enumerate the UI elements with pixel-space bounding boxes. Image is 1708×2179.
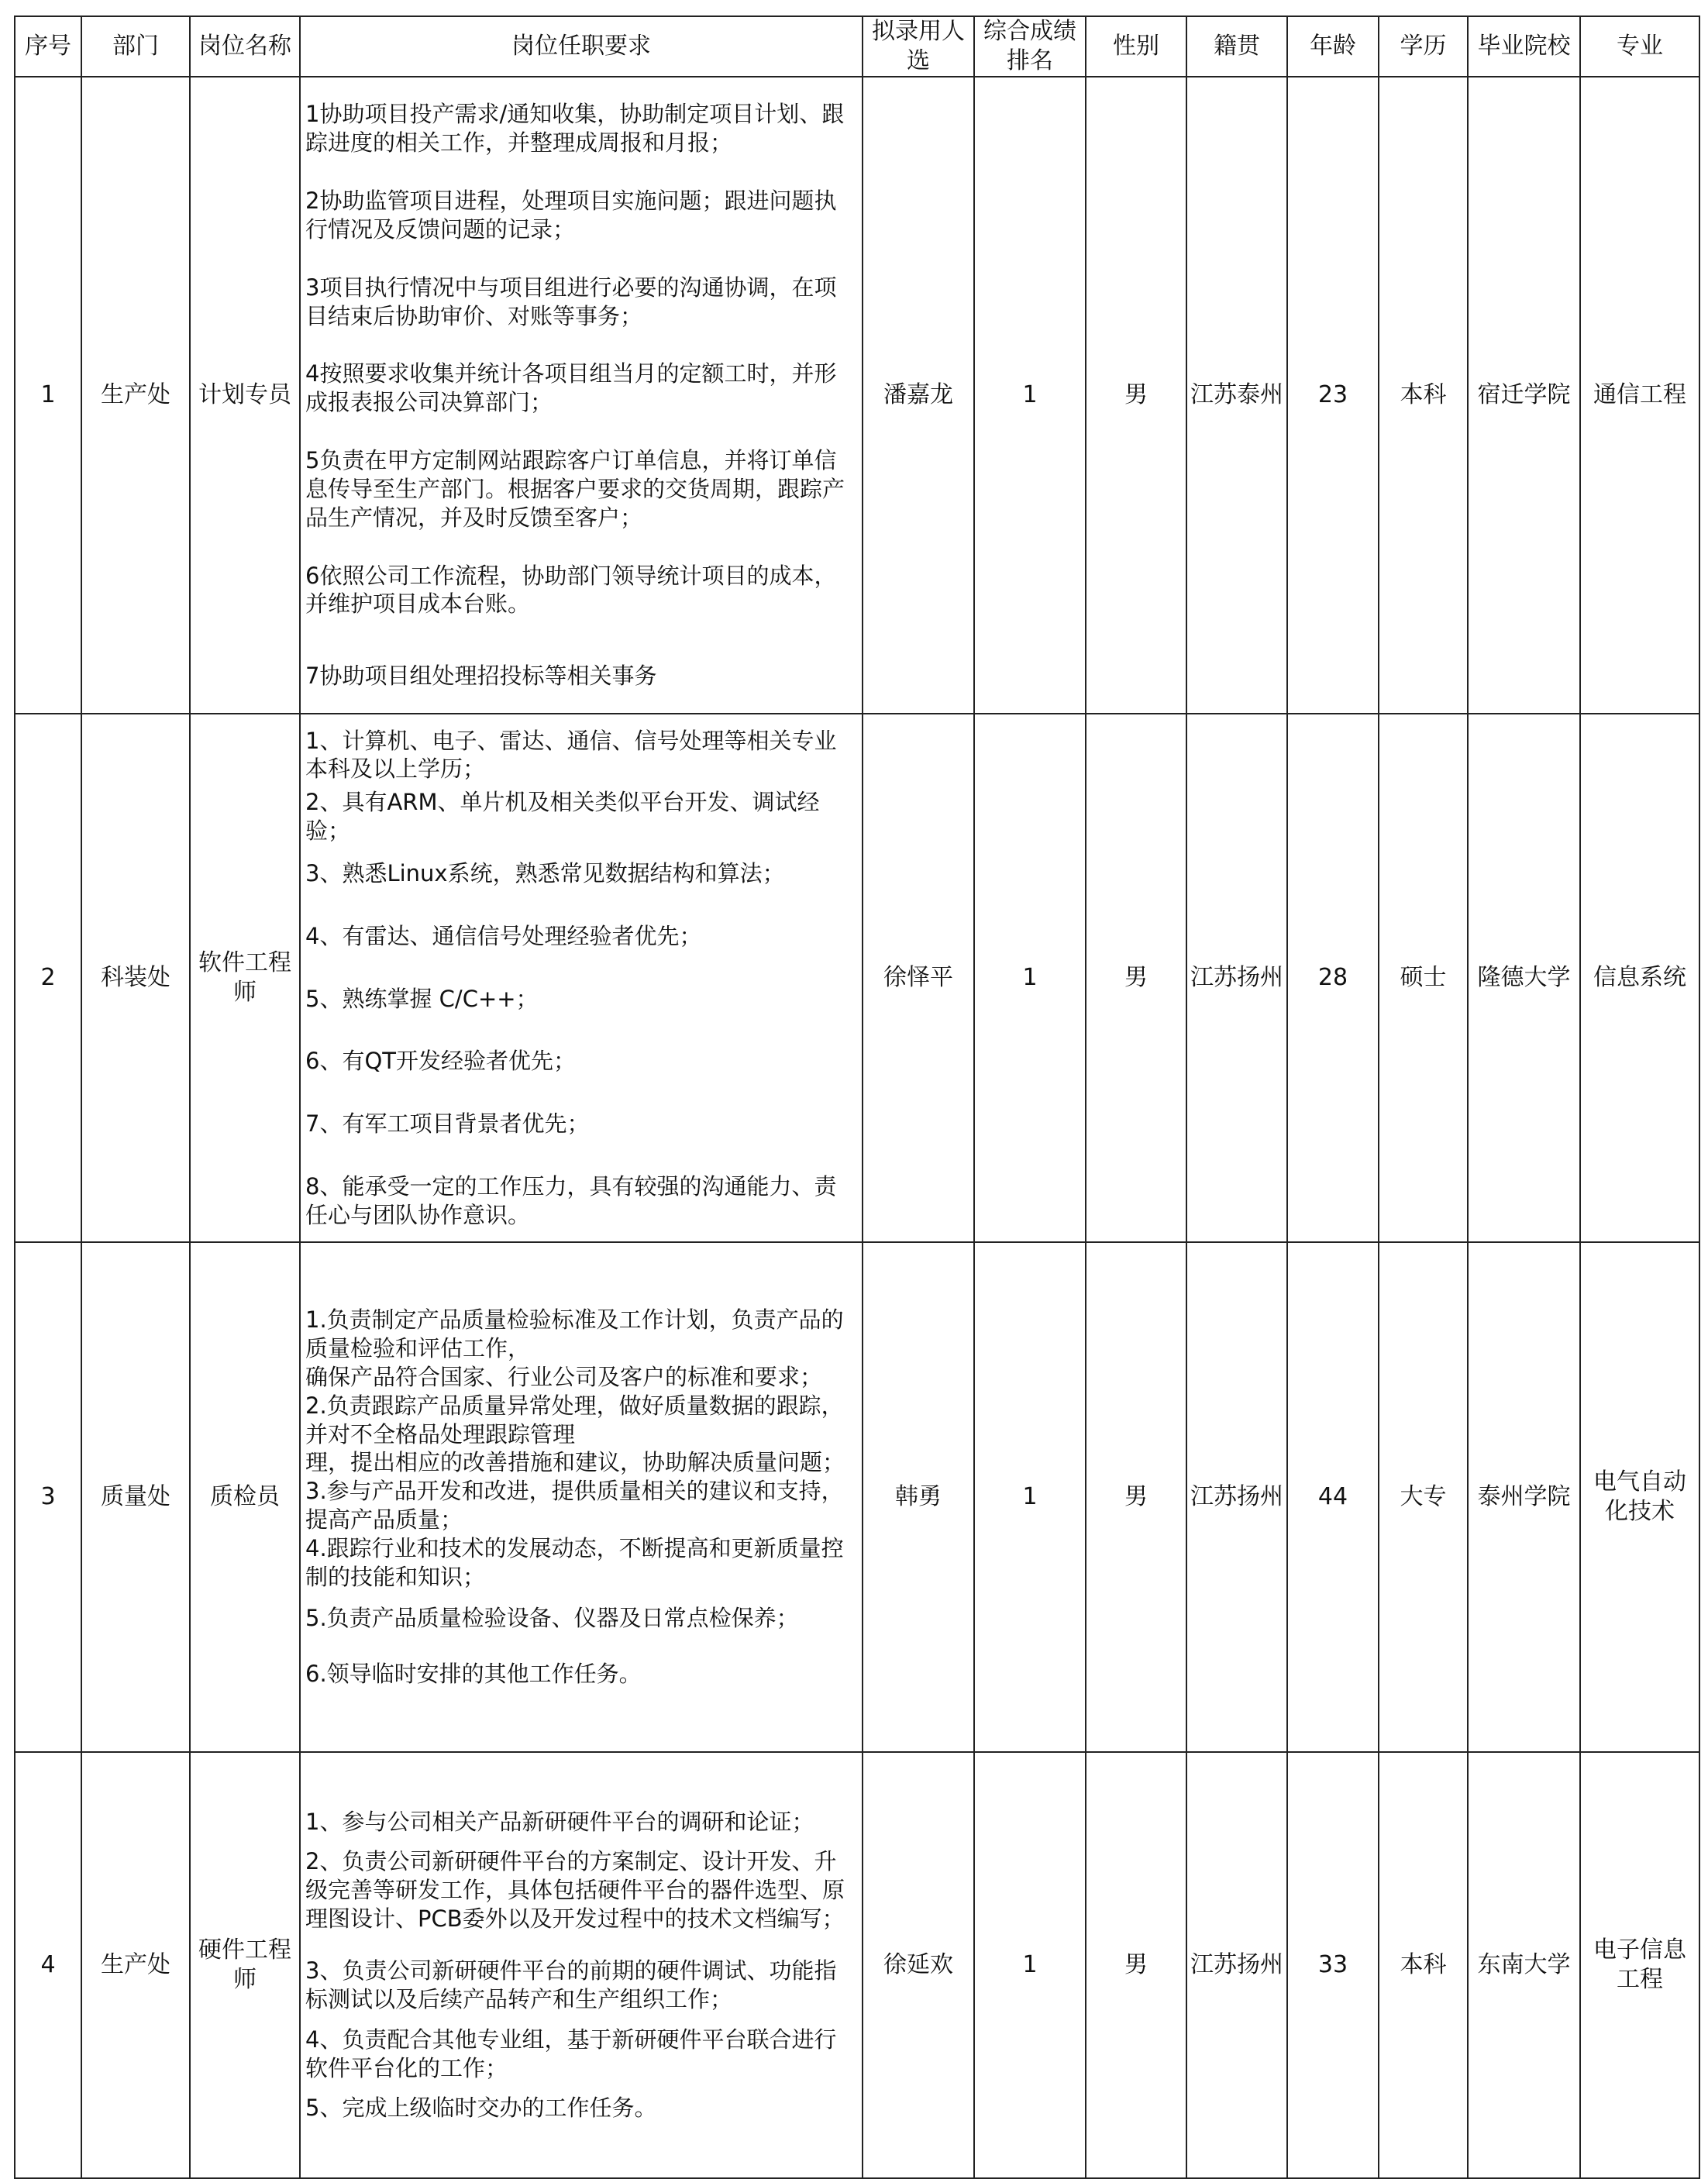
cell-edu: 本科 bbox=[1379, 77, 1468, 714]
cell-major: 电气自动化技术 bbox=[1580, 1242, 1699, 1752]
cell-major: 信息系统 bbox=[1580, 714, 1699, 1242]
cell-requirements bbox=[300, 77, 863, 714]
requirement-line: 1、参与公司相关产品新研硬件平台的调研和论证； bbox=[305, 1809, 814, 1836]
cell-candidate: 徐怿平 bbox=[863, 714, 974, 1242]
requirement-line: 3、熟悉Linux系统，熟悉常见数据结构和算法； bbox=[305, 859, 785, 886]
cell-rank: 1 bbox=[974, 1752, 1086, 2178]
requirement-line: 2、具有ARM、单片机及相关类似平台开发、调试经验； bbox=[305, 789, 820, 845]
cell-school: 隆德大学 bbox=[1468, 714, 1580, 1242]
cell-major: 电子信息工程 bbox=[1580, 1752, 1699, 2178]
requirement-line: 8、能承受一定的工作压力，具有较强的沟通能力、责任心与团队协作意识。 bbox=[305, 1173, 837, 1228]
cell-position: 软件工程师 bbox=[190, 714, 300, 1242]
requirement-line: 5负责在甲方定制网站跟踪客户订单信息，并将订单信息传导至生产部门。根据客户要求的交货周期，跟踪产品生产情况，并及时反馈至客户； bbox=[305, 447, 845, 531]
cell-origin: 江苏扬州 bbox=[1186, 714, 1287, 1242]
cell-rank: 1 bbox=[974, 714, 1086, 1242]
cell-candidate: 韩勇 bbox=[863, 1242, 974, 1752]
requirement-line: 6.领导临时安排的其他工作任务。 bbox=[305, 1661, 642, 1688]
requirement-line: 1协助项目投产需求/通知收集，协助制定项目计划、跟踪进度的相关工作，并整理成周报和月报； bbox=[305, 101, 845, 157]
cell-age: 33 bbox=[1287, 1752, 1379, 2178]
cell-gender: 男 bbox=[1086, 714, 1186, 1242]
cell-age: 28 bbox=[1287, 714, 1379, 1242]
requirement-line: 2、负责公司新研硬件平台的方案制定、设计开发、升级完善等研发工作，具体包括硬件平台的器件选型、原理图设计、PCB委外以及开发过程中的技术文档编写； bbox=[305, 1848, 845, 1932]
cell-edu: 本科 bbox=[1379, 1752, 1468, 2178]
requirement-line: 2.负责跟踪产品质量异常处理，做好质量数据的跟踪，并对不全格品处理跟踪管理 bbox=[305, 1392, 844, 1448]
cell-gender: 男 bbox=[1086, 77, 1186, 714]
cell-age: 23 bbox=[1287, 77, 1379, 714]
requirement-line: 4按照要求收集并统计各项目组当月的定额工时，并形成报表报公司决算部门； bbox=[305, 360, 837, 416]
requirement-line: 3、负责公司新研硬件平台的前期的硬件调试、功能指标测试以及后续产品转产和生产组织工作； bbox=[305, 1957, 837, 2012]
cell-requirements bbox=[300, 1242, 863, 1752]
requirement-line: 1、计算机、电子、雷达、通信、信号处理等相关专业本科及以上学历； bbox=[305, 727, 837, 783]
header-cell-position: 岗位名称 bbox=[190, 16, 300, 77]
cell-edu: 大专 bbox=[1379, 1242, 1468, 1752]
header-cell-origin: 籍贯 bbox=[1186, 16, 1287, 77]
cell-candidate: 潘嘉龙 bbox=[863, 77, 974, 714]
cell-position: 计划专员 bbox=[190, 77, 300, 714]
cell-no: 4 bbox=[15, 1752, 81, 2178]
requirement-line: 1.负责制定产品质量检验标准及工作计划，负责产品的质量检验和评估工作， bbox=[305, 1306, 844, 1362]
cell-candidate: 徐延欢 bbox=[863, 1752, 974, 2178]
table-row bbox=[15, 1242, 1699, 1752]
cell-school: 东南大学 bbox=[1468, 1752, 1580, 2178]
header-cell-dept: 部门 bbox=[81, 16, 190, 77]
header-cell-school: 毕业院校 bbox=[1468, 16, 1580, 77]
cell-rank: 1 bbox=[974, 77, 1086, 714]
header-cell-gender: 性别 bbox=[1086, 16, 1186, 77]
header-cell-rank: 综合成绩排名 bbox=[974, 16, 1086, 77]
header-cell-major: 专业 bbox=[1580, 16, 1699, 77]
cell-edu: 硕士 bbox=[1379, 714, 1468, 1242]
cell-age: 44 bbox=[1287, 1242, 1379, 1752]
requirement-line: 5.负责产品质量检验设备、仪器及日常点检保养； bbox=[305, 1604, 799, 1631]
requirement-line: 5、完成上级临时交办的工作任务。 bbox=[305, 2095, 657, 2122]
cell-origin: 江苏扬州 bbox=[1186, 1752, 1287, 2178]
table-row bbox=[15, 77, 1699, 714]
header-cell-edu: 学历 bbox=[1379, 16, 1468, 77]
cell-position: 硬件工程师 bbox=[190, 1752, 300, 2178]
cell-dept: 科装处 bbox=[81, 714, 190, 1242]
cell-origin: 江苏扬州 bbox=[1186, 1242, 1287, 1752]
table-row bbox=[15, 1752, 1699, 2178]
cell-no: 3 bbox=[15, 1242, 81, 1752]
cell-dept: 质量处 bbox=[81, 1242, 190, 1752]
cell-rank: 1 bbox=[974, 1242, 1086, 1752]
requirement-line: 7协助项目组处理招投标等相关事务 bbox=[305, 663, 657, 690]
requirement-line: 3.参与产品开发和改进，提供质量相关的建议和支持，提高产品质量； bbox=[305, 1478, 844, 1534]
recruitment-table bbox=[14, 15, 1700, 2179]
cell-dept: 生产处 bbox=[81, 77, 190, 714]
header-cell-candidate: 拟录用人选 bbox=[863, 16, 974, 77]
header-row bbox=[15, 16, 1699, 77]
requirement-line: 5、熟练掌握 C/C++； bbox=[305, 985, 539, 1012]
requirement-line: 7、有军工项目背景者优先； bbox=[305, 1110, 590, 1138]
header-cell-no: 序号 bbox=[15, 16, 81, 77]
requirement-line: 4、有雷达、通信信号处理经验者优先； bbox=[305, 922, 702, 949]
cell-requirements bbox=[300, 1752, 863, 2178]
requirement-line: 理，提出相应的改善措施和建议，协助解决质量问题； bbox=[305, 1449, 845, 1476]
cell-origin: 江苏泰州 bbox=[1186, 77, 1287, 714]
requirement-line: 4、负责配合其他专业组，基于新研硬件平台联合进行软件平台化的工作； bbox=[305, 2026, 837, 2082]
cell-school: 宿迁学院 bbox=[1468, 77, 1580, 714]
requirement-line: 确保产品符合国家、行业公司及客户的标准和要求； bbox=[305, 1363, 823, 1390]
cell-no: 2 bbox=[15, 714, 81, 1242]
cell-gender: 男 bbox=[1086, 1242, 1186, 1752]
table-row bbox=[15, 714, 1699, 1242]
header-cell-age: 年龄 bbox=[1287, 16, 1379, 77]
requirement-line: 3项目执行情况中与项目组进行必要的沟通协调，在项目结束后协助审价、对账等事务； bbox=[305, 274, 837, 329]
cell-gender: 男 bbox=[1086, 1752, 1186, 2178]
cell-dept: 生产处 bbox=[81, 1752, 190, 2178]
header-cell-requirements: 岗位任职要求 bbox=[300, 16, 863, 77]
cell-requirements bbox=[300, 714, 863, 1242]
cell-no: 1 bbox=[15, 77, 81, 714]
cell-major: 通信工程 bbox=[1580, 77, 1699, 714]
cell-position: 质检员 bbox=[190, 1242, 300, 1752]
requirement-line: 2协助监管项目进程，处理项目实施问题；跟进问题执行情况及反馈问题的记录； bbox=[305, 188, 837, 243]
cell-school: 泰州学院 bbox=[1468, 1242, 1580, 1752]
requirement-line: 6、有QT开发经验者优先； bbox=[305, 1048, 576, 1075]
requirement-line: 4.跟踪行业和技术的发展动态，不断提高和更新质量控制的技能和知识； bbox=[305, 1534, 844, 1590]
requirement-line: 6依照公司工作流程，协助部门领导统计项目的成本，并维护项目成本台账。 bbox=[305, 562, 837, 618]
